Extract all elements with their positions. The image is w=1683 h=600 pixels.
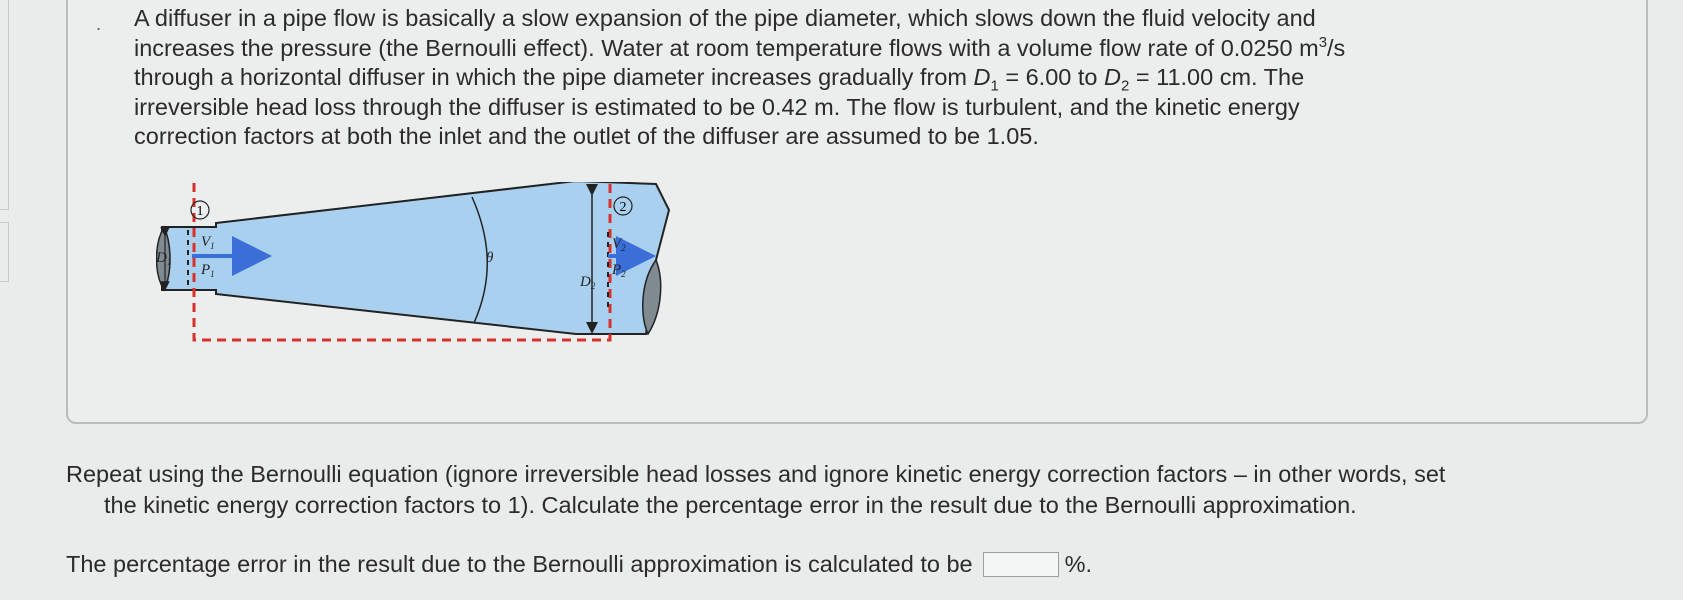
p2-label: $P_2$ [612,262,626,279]
question-line: the kinetic energy correction factors to 1). Calculate the percentage error in the result due to the Bernoulli approximation. [104,492,1357,518]
left-panel-stub [0,222,9,282]
d1-label: $D_1$ [156,250,172,267]
v2-label: $V_2$ [612,236,626,253]
diffuser-diagram [156,182,716,372]
d2-label: $D_2$ [580,274,596,291]
problem-line: through a horizontal diffuser in which the pipe diameter increases gradually from [134,64,974,90]
d2-subscript: 2 [1121,77,1130,95]
d1-symbol: D [973,64,991,90]
station-1-label: 1 [196,204,204,219]
problem-line: correction factors at both the inlet and the outlet of the diffuser are assumed to be 1.05. [134,123,1039,149]
question-text [66,459,1646,521]
d2-value: = 11.00 cm. The [1129,64,1305,90]
p1-label: $P_1$ [201,262,215,279]
d1-value: = 6.00 to [998,64,1105,90]
percent-unit: %. [1064,551,1093,577]
exponent: 3 [1318,33,1328,51]
percentage-error-input[interactable] [983,552,1059,577]
unit-text: /s [1327,34,1346,61]
problem-text [134,4,1564,152]
problem-line: increases the pressure (the Bernoulli effect). Water at room temperature flows with a volume flow rate of 0.0250 m [134,34,1319,61]
question-line: Repeat using the Bernoulli equation (ignore irreversible head losses and ignore kinetic energy correction factors – in other words, set [66,461,1446,487]
d2-symbol: D [1104,64,1121,90]
theta-label: θ [486,250,494,266]
answer-row [66,549,1092,579]
d1-subscript: 1 [990,77,999,95]
answer-prompt: The percentage error in the result due to the Bernoulli approximation is calculated to be [66,551,973,577]
list-bullet: . [96,14,102,34]
v1-label: $V_1$ [201,234,215,251]
station-2-label: 2 [619,200,627,215]
left-panel-stub [0,0,9,210]
problem-line: irreversible head loss through the diffuser is estimated to be 0.42 m. The flow is turbulent, and the kinetic energy [134,93,1300,120]
problem-line: A diffuser in a pipe flow is basically a slow expansion of the pipe diameter, which slows down the fluid velocity and [134,5,1316,31]
